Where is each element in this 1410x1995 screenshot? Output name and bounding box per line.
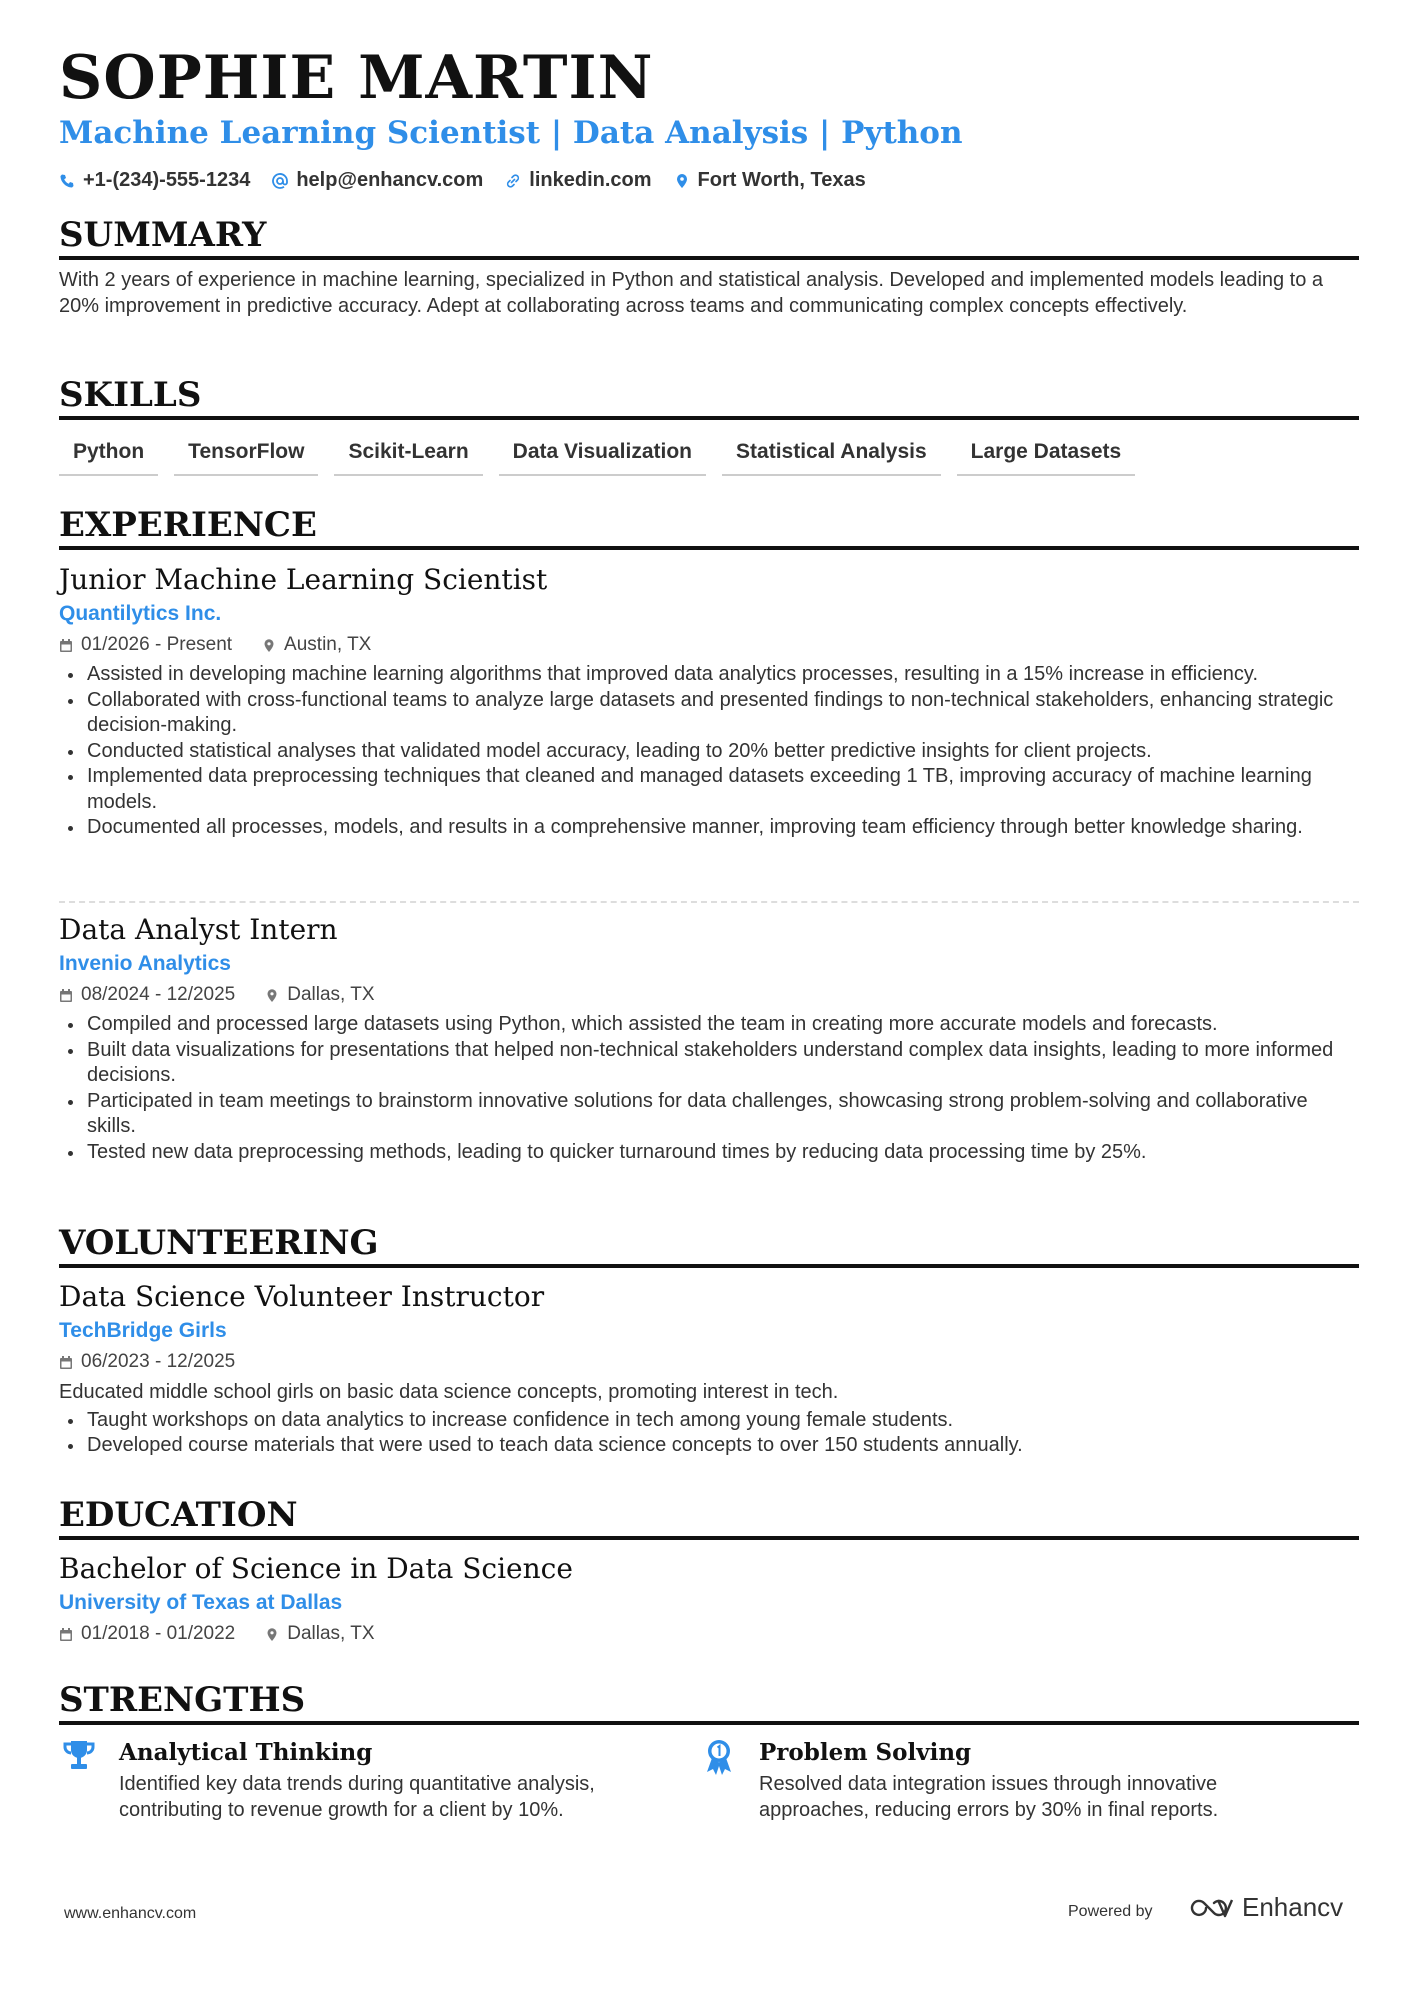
enhancv-logo-icon — [1188, 1896, 1234, 1920]
education-entry — [59, 1552, 1359, 1646]
list-item: Tested new data preprocessing methods, leading to quicker turnaround times by reducing data processing time by 25%. — [59, 1140, 1359, 1166]
volunteer-role: Data Science Volunteer Instructor — [59, 1280, 545, 1313]
job-location: Austin, TX — [262, 633, 371, 657]
location-pin-icon — [265, 1627, 279, 1642]
experience-heading: EXPERIENCE — [59, 508, 1359, 550]
trophy-icon — [61, 1738, 97, 1774]
list-item: Participated in team meetings to brainstorm innovative solutions for data challenges, showcasing strong problem-solving and collaborative skills. — [59, 1089, 1359, 1140]
volunteering-entry — [59, 1280, 1359, 1459]
volunteer-dates: 06/2023 - 12/2025 — [59, 1350, 235, 1374]
skill-tag: Python — [59, 440, 158, 476]
calendar-icon — [59, 1355, 73, 1370]
job-dates: 01/2026 - Present — [59, 633, 232, 657]
calendar-icon — [59, 638, 73, 653]
contact-location — [674, 169, 866, 192]
powered-by-label: Powered by — [1068, 1903, 1153, 1920]
headline: Machine Learning Scientist | Data Analysis | Python — [59, 115, 963, 151]
list-item: Documented all processes, models, and results in a comprehensive manner, improving team efficiency through better knowledge sharing. — [59, 815, 1359, 841]
email-text: help@enhancv.com — [296, 169, 484, 191]
calendar-icon — [59, 1627, 73, 1642]
list-item: Conducted statistical analyses that validated model accuracy, leading to 20% better predictive insights for client projects. — [59, 739, 1359, 765]
skill-tag: TensorFlow — [174, 440, 318, 476]
list-item: Built data visualizations for presentations that helped non-technical stakeholders understand complex data insights, leading to more informed decisions. — [59, 1038, 1359, 1089]
experience-entry — [59, 563, 1359, 841]
school-name[interactable]: University of Texas at Dallas — [59, 1591, 343, 1614]
list-item: Assisted in developing machine learning algorithms that improved data analytics processes, resulting in a 15% increase in efficiency. — [59, 662, 1359, 688]
contact-phone[interactable] — [59, 169, 250, 192]
strength-item — [699, 1738, 1339, 1823]
candidate-name: SOPHIE MARTIN — [59, 43, 654, 113]
phone-text: +1-(234)-555-1234 — [83, 169, 251, 191]
entry-divider — [59, 901, 1359, 903]
job-bullets — [59, 662, 1359, 841]
calendar-icon — [59, 988, 73, 1003]
job-bullets — [59, 1012, 1359, 1165]
strength-description: Identified key data trends during quantitative analysis, contributing to revenue growth for a client by 10%. — [119, 1773, 595, 1821]
summary-text: With 2 years of experience in machine learning, specialized in Python and statistical analysis. Developed and implemented models leading to a 20% improvement in predictive accuracy. Adept at collaborating across teams and communicating complex concepts effectively. — [59, 269, 1324, 317]
list-item: Compiled and processed large datasets using Python, which assisted the team in creating more accurate models and forecasts. — [59, 1012, 1359, 1038]
job-location: Dallas, TX — [265, 983, 374, 1007]
award-ribbon-icon — [701, 1738, 737, 1776]
list-item: Developed course materials that were used to teach data science concepts to over 150 students annually. — [59, 1433, 1359, 1459]
volunteer-bullets — [59, 1408, 1359, 1459]
skills-heading: SKILLS — [59, 378, 1359, 420]
brand-name: Enhancv — [1242, 1892, 1344, 1922]
phone-icon — [59, 173, 75, 189]
location-pin-icon — [262, 638, 276, 653]
summary-heading: SUMMARY — [59, 218, 1359, 260]
linkedin-text: linkedin.com — [529, 169, 652, 191]
volunteering-heading: VOLUNTEERING — [59, 1226, 1359, 1268]
degree: Bachelor of Science in Data Science — [59, 1552, 573, 1585]
experience-entry — [59, 913, 1359, 1165]
education-location: Dallas, TX — [265, 1622, 374, 1646]
location-pin-icon — [265, 988, 279, 1003]
footer-url[interactable]: www.enhancv.com — [64, 1905, 197, 1922]
volunteer-description: Educated middle school girls on basic data science concepts, promoting interest in tech. — [59, 1381, 839, 1403]
contact-email[interactable] — [272, 169, 483, 192]
location-text: Fort Worth, Texas — [697, 169, 866, 191]
job-title: Data Analyst Intern — [59, 913, 338, 946]
list-item: Collaborated with cross-functional teams to analyze large datasets and presented findings to non-technical stakeholders, enhancing strategic decision-making. — [59, 688, 1359, 739]
list-item: Taught workshops on data analytics to increase confidence in tech among young female students. — [59, 1408, 1359, 1434]
volunteer-meta — [59, 1350, 1359, 1374]
job-title: Junior Machine Learning Scientist — [59, 563, 548, 596]
strengths-list — [59, 1738, 1359, 1823]
job-meta — [59, 633, 1359, 657]
list-item: Implemented data preprocessing techniques that cleaned and managed datasets exceeding 1 TB, improving accuracy of machine learning models. — [59, 764, 1359, 815]
company-name[interactable]: Quantilytics Inc. — [59, 602, 222, 625]
strength-title: Analytical Thinking — [119, 1739, 373, 1766]
skills-list — [59, 440, 1135, 476]
at-icon — [272, 173, 288, 189]
skill-tag: Large Datasets — [957, 440, 1136, 476]
job-dates: 08/2024 - 12/2025 — [59, 983, 235, 1007]
skill-tag: Scikit-Learn — [334, 440, 482, 476]
company-name[interactable]: Invenio Analytics — [59, 952, 231, 975]
strength-description: Resolved data integration issues through innovative approaches, reducing errors by 30% in final reports. — [759, 1773, 1219, 1821]
link-icon — [505, 173, 521, 189]
location-pin-icon — [674, 173, 690, 189]
contact-bar — [59, 169, 866, 192]
skill-tag: Data Visualization — [499, 440, 706, 476]
brand-logo[interactable] — [1188, 1892, 1343, 1923]
strengths-heading: STRENGTHS — [59, 1683, 1359, 1725]
education-heading: EDUCATION — [59, 1498, 1359, 1540]
job-meta — [59, 983, 1359, 1007]
strength-item — [59, 1738, 699, 1823]
skill-tag: Statistical Analysis — [722, 440, 941, 476]
education-dates: 01/2018 - 01/2022 — [59, 1622, 235, 1646]
education-meta — [59, 1622, 1359, 1646]
contact-linkedin[interactable] — [505, 169, 651, 192]
organization-name[interactable]: TechBridge Girls — [59, 1319, 227, 1342]
strength-title: Problem Solving — [759, 1739, 972, 1766]
